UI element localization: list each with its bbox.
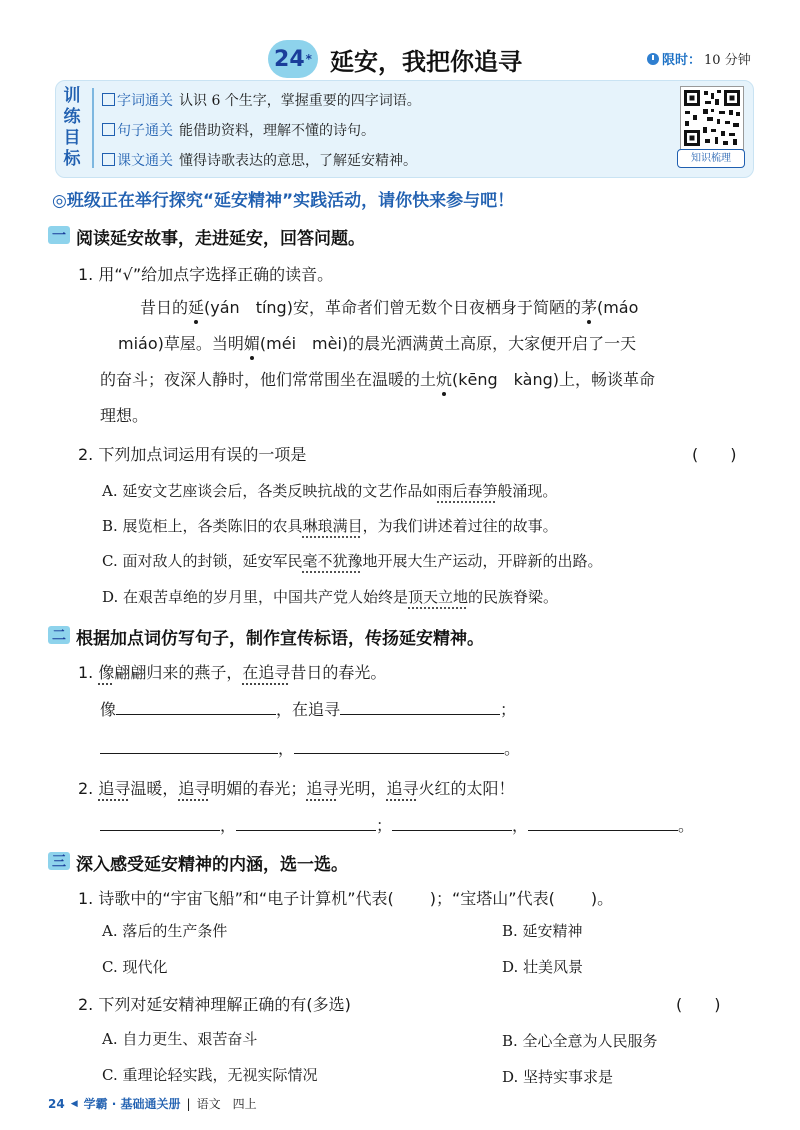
answer-blank[interactable] [100, 816, 220, 831]
checkbox-icon [102, 123, 115, 136]
goal-text: 能借助资料，理解不懂的诗句。 [179, 123, 375, 139]
option-d: D. 在艰苦卓绝的岁月里，中国共产党人始终是顶天立地的民族脊梁。 [102, 588, 559, 606]
dotted-char: 茅 [580, 298, 597, 317]
dotted-char: 延 [188, 298, 205, 317]
passage-line: 的奋斗；夜深人静时，他们常常围坐在温暖的土炕(kēng kàng)上，畅谈革命 [100, 370, 656, 389]
question-prompt: 2. 下列对延安精神理解正确的有(多选) [78, 995, 351, 1014]
option-b: B. 展览柜上，各类陈旧的农具琳琅满目，为我们讲述着过往的故事。 [102, 517, 558, 535]
dotted-char: 炕 [436, 370, 453, 389]
option-b: B. 全心全意为人民服务 [502, 1032, 658, 1050]
option-a: A. 延安文艺座谈会后，各类反映抗战的文艺作品如雨后春笋般涌现。 [102, 482, 558, 500]
checkbox-icon [102, 153, 115, 166]
lesson-number: 24 [274, 46, 305, 72]
option-d: D. 壮美风景 [502, 958, 584, 976]
page-number: 24 [48, 1096, 65, 1111]
checkbox-icon [102, 93, 115, 106]
section-title: 阅读延安故事，走进延安，回答问题。 [76, 229, 365, 249]
page-title: 延安，我把你追寻 [330, 48, 522, 76]
dotted-word: 毫不犹豫 [302, 552, 363, 570]
passage-line: 理想。 [100, 406, 149, 425]
option-c: C. 面对敌人的封锁，延安军民毫不犹豫地开展大生产运动，开辟新的出路。 [102, 552, 603, 570]
lesson-number-badge [268, 40, 318, 78]
dotted-word: 雨后春笋 [437, 482, 498, 500]
goals-heading: 训练目标 [63, 86, 81, 169]
answer-paren[interactable]: ( ) [676, 995, 721, 1014]
dotted-word: 琳琅满目 [302, 517, 363, 535]
goal-tag: 句子通关 [117, 123, 173, 139]
lesson-star: * [305, 52, 312, 66]
passage-line: miáo)草屋。当明媚(méi mèi)的晨光洒满黄土高原，大家便开启了一天 [118, 334, 637, 353]
answer-blank[interactable] [392, 816, 512, 831]
arrow-left-icon: ◀ [70, 1098, 78, 1109]
example-sentence: 2. 追寻温暖，追寻明媚的春光；追寻光明，追寻火红的太阳！ [78, 779, 515, 798]
dotted-word: 在追寻 [242, 663, 291, 682]
goals-divider [92, 88, 94, 168]
passage-line: 昔日的延(yán tíng)安，革命者们曾无数个日夜栖身于简陋的茅(máo [140, 298, 639, 317]
option-d: D. 坚持实事求是 [502, 1068, 614, 1086]
goal-tag: 字词通关 [117, 93, 173, 109]
answer-blank[interactable] [340, 700, 500, 715]
goal-text: 懂得诗歌表达的意思，了解延安精神。 [179, 153, 417, 169]
dotted-word: 追寻 [178, 779, 211, 798]
option-c: C. 重理论轻实践，无视实际情况 [102, 1066, 318, 1084]
question-prompt: 2. 下列加点词运用有误的一项是 [78, 445, 307, 464]
book-brand: 学霸 · 基础通关册 [83, 1097, 181, 1111]
option-a: A. 自力更生、艰苦奋斗 [102, 1030, 258, 1048]
fill-line-3: ， ； ， 。 [100, 813, 694, 836]
time-limit [647, 49, 751, 68]
answer-blank[interactable] [116, 700, 276, 715]
answer-blank[interactable] [100, 739, 278, 754]
book-subject: 语文 四上 [196, 1097, 257, 1111]
time-limit-value: 10 分钟 [704, 53, 751, 68]
section-title: 深入感受延安精神的内涵，选一选。 [76, 855, 348, 875]
question-prompt: 1. 用“√”给加点字选择正确的读音。 [78, 265, 334, 284]
answer-paren[interactable]: ( ) [692, 445, 737, 464]
question-prompt: 1. 诗歌中的“宇宙飞船”和“电子计算机”代表( )；“宝塔山”代表( )。 [78, 889, 614, 908]
dotted-word: 顶天立地 [408, 588, 469, 606]
dotted-word: 追寻 [98, 779, 131, 798]
option-b: B. 延安精神 [502, 922, 583, 940]
activity-intro: ◎班级正在举行探究“延安精神”实践活动，请你快来参与吧！ [52, 191, 515, 211]
section-badge: 二 [48, 626, 70, 644]
section-title: 根据加点词仿写句子，制作宣传标语，传扬延安精神。 [76, 629, 484, 649]
dotted-word: 追寻 [386, 779, 419, 798]
dotted-word: 追寻 [306, 779, 339, 798]
goal-item-sentences [102, 120, 375, 140]
page-footer [48, 1095, 257, 1112]
goal-tag: 课文通关 [117, 153, 173, 169]
clock-icon [647, 53, 659, 65]
goal-item-words [102, 90, 421, 110]
dotted-word: 像 [98, 663, 115, 682]
goal-item-text [102, 150, 417, 170]
section-badge: 一 [48, 226, 70, 244]
time-limit-label: 限时： [662, 53, 702, 68]
answer-blank[interactable] [294, 739, 504, 754]
answer-blank[interactable] [236, 816, 376, 831]
section-badge: 三 [48, 852, 70, 870]
fill-line-1: 像 ，在追寻 ； [100, 700, 517, 719]
footer-separator: | [186, 1096, 191, 1111]
dotted-char: 媚 [243, 334, 260, 353]
qr-code-icon[interactable] [680, 86, 744, 150]
option-c: C. 现代化 [102, 958, 168, 976]
goal-text: 认识 6 个生字，掌握重要的四字词语。 [179, 93, 421, 109]
example-sentence: 1. 像翩翩归来的燕子，在追寻昔日的春光。 [78, 663, 387, 682]
answer-blank[interactable] [528, 816, 678, 831]
fill-line-2: ， 。 [100, 736, 520, 759]
option-a: A. 落后的生产条件 [102, 922, 228, 940]
qr-label: 知识梳理 [677, 149, 745, 168]
